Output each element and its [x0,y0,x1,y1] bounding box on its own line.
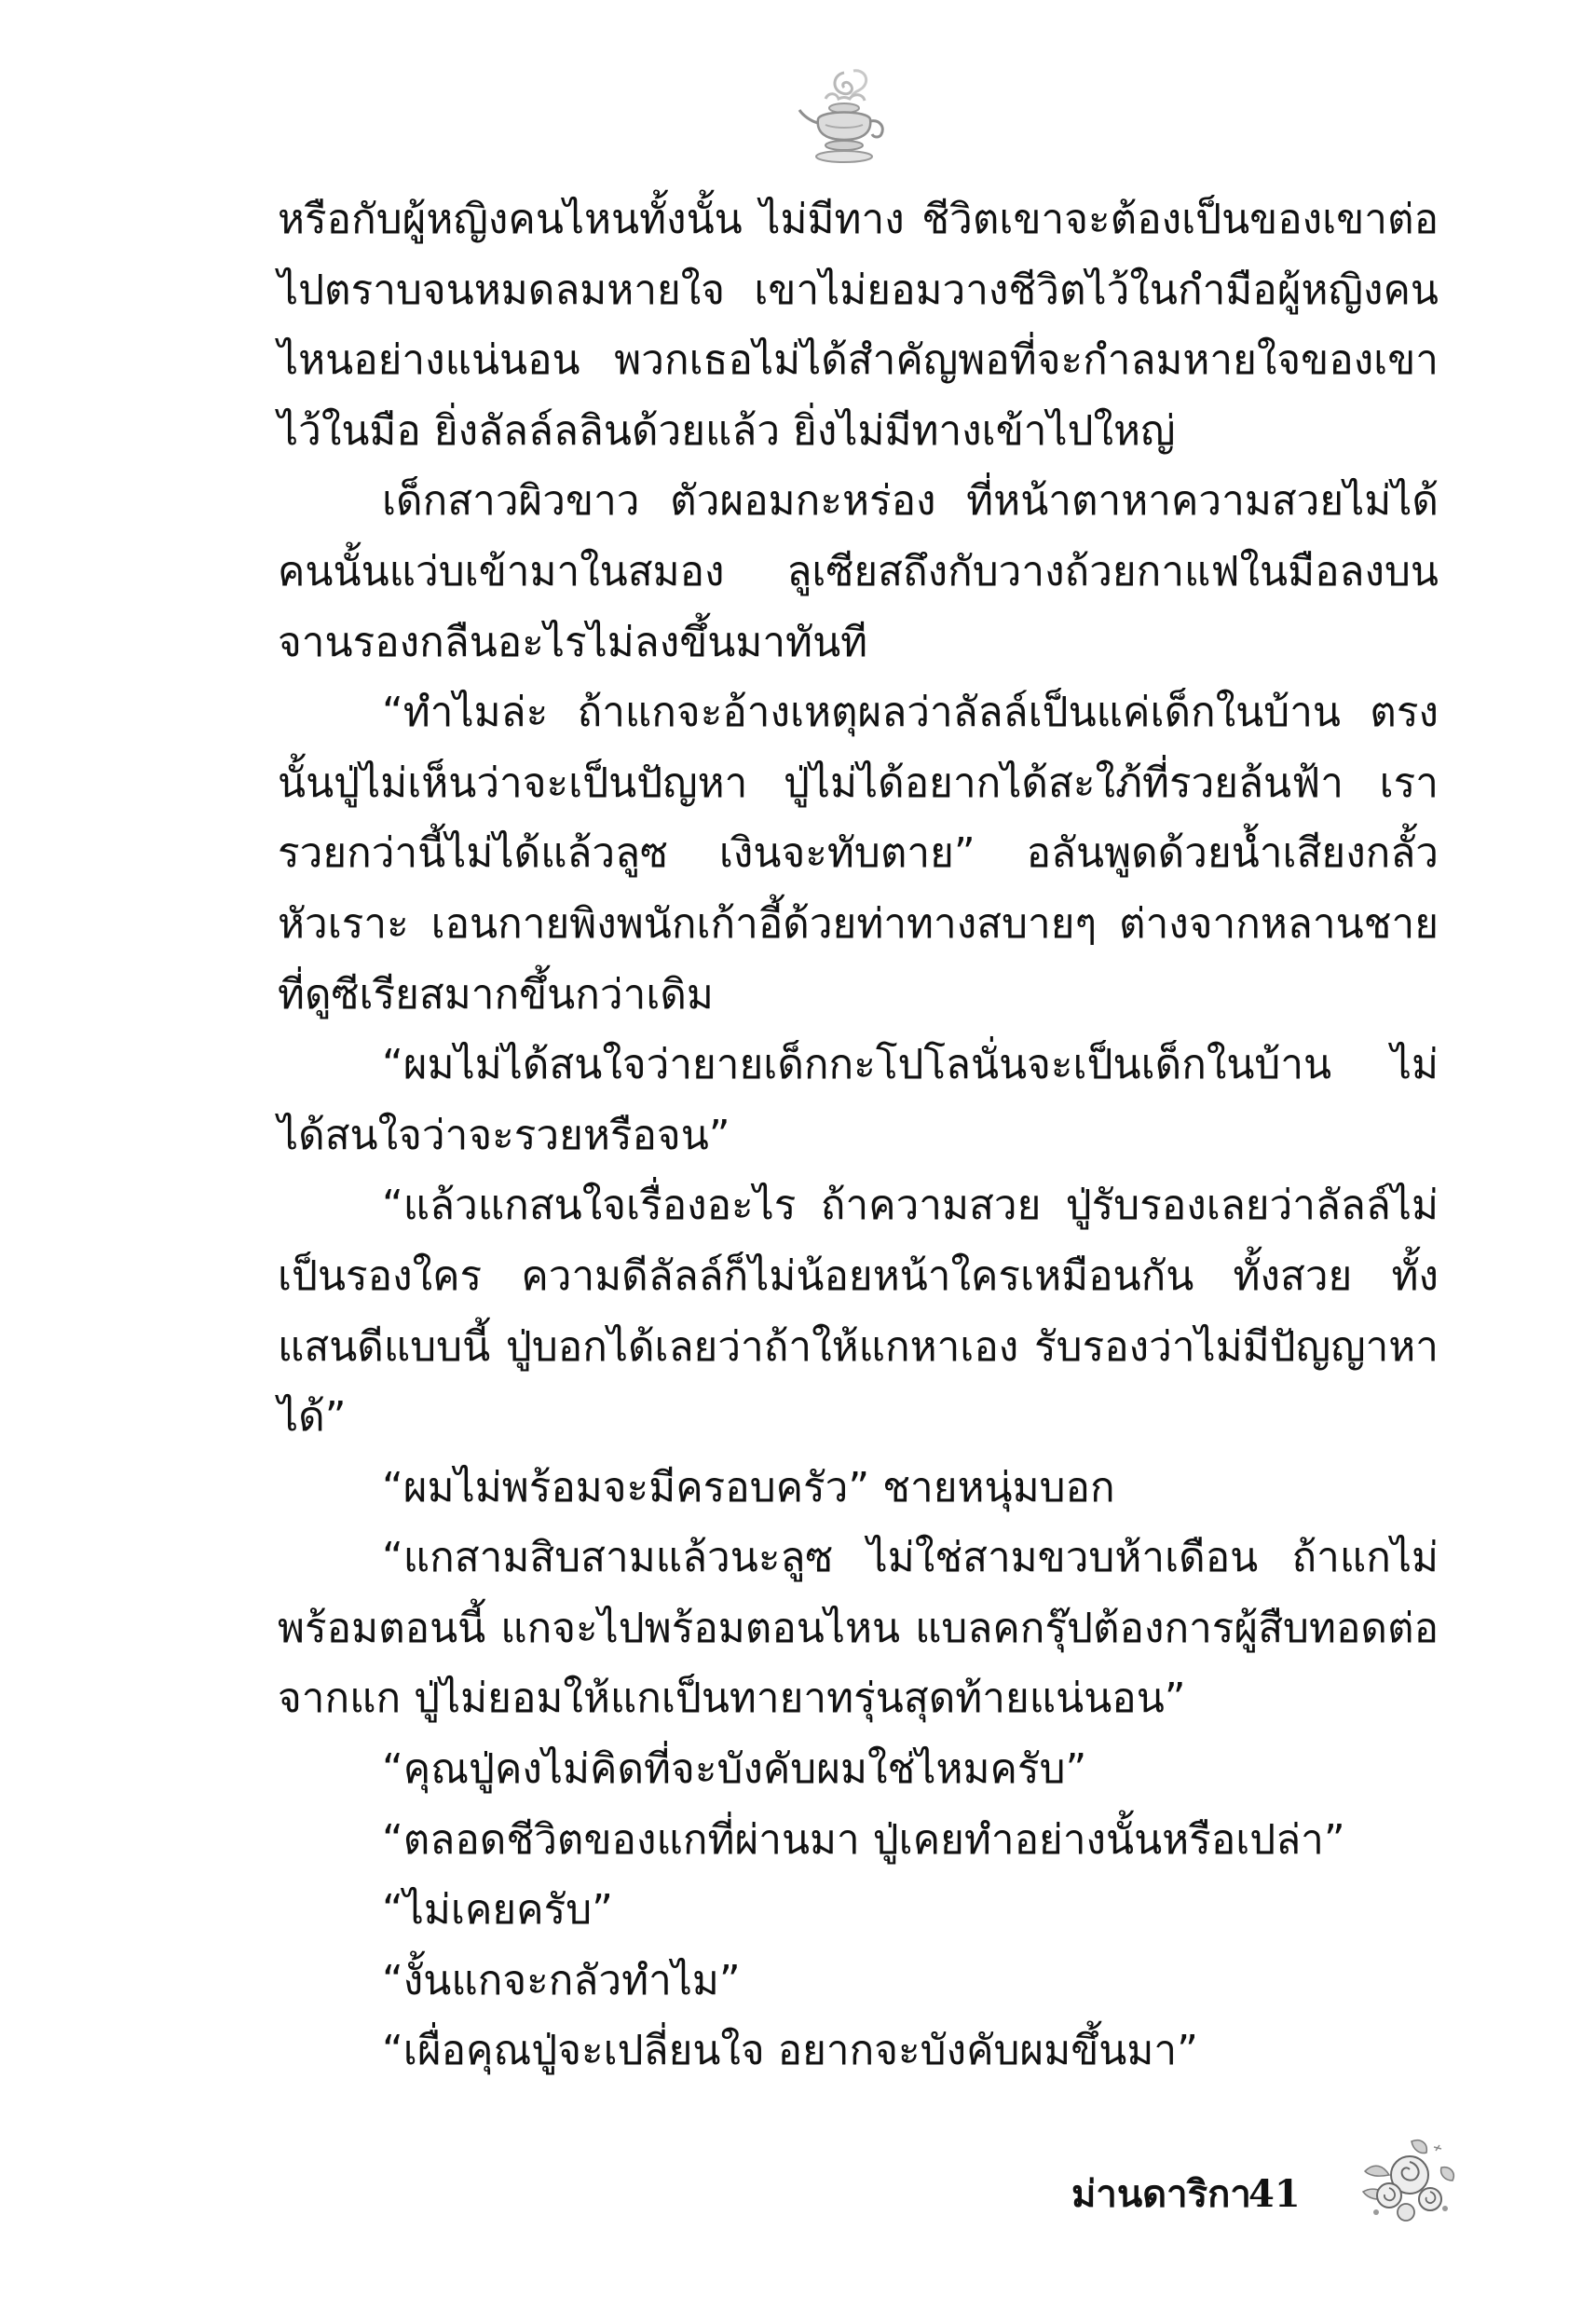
rose-flower-icon [1356,2134,1458,2227]
header-lamp-ornament [798,65,891,168]
paragraph-4: “ผมไม่ได้สนใจว่ายายเด็กกะโปโลนั่นจะเป็นเด็กในบ้าน ไม่ได้สนใจว่าจะรวยหรือจน” [278,1041,1439,1159]
page-number: 41 [1248,2172,1301,2216]
book-title: ม่านดาริกา [1071,2172,1251,2216]
paragraph-11: “งั้นแกจะกลัวทำไม” [382,1956,741,2004]
paragraph-2: เด็กสาวผิวขาว ตัวผอมกะหร่อง ที่หน้าตาหาความสวยไม่ได้คนนั้นแว่บเข้ามาในสมอง ลูเซียสถึงกับวางถ้วยกาแฟในมือลงบนจานรองกลืนอะไรไม่ลงขึ้นมาทันที [278,477,1439,666]
paragraph-5: “แล้วแกสนใจเรื่องอะไร ถ้าความสวย ปู่รับรองเลยว่าลัลล์ไม่เป็นรองใคร ความดีลัลล์ก็ไม่น้อยหน้าใครเหมือนกัน ทั้งสวย ทั้งแสนดีแบบนี้ ปู่บอกได้เลยว่าถ้าให้แกหาเอง รับรองว่าไม่มีปัญญาหาได้” [278,1182,1439,1442]
paragraph-9: “ตลอดชีวิตของแกที่ผ่านมา ปู่เคยทำอย่างนั้นหรือเปล่า” [382,1815,1345,1864]
page-footer [0,2134,1596,2246]
paragraph-6: “ผมไม่พร้อมจะมีครอบครัว” ชายหนุ่มบอก [382,1463,1115,1511]
paragraph-8: “คุณปู่คงไม่คิดที่จะบังคับผมใช่ไหมครับ” [382,1745,1087,1794]
paragraph-12: “เผื่อคุณปู่จะเปลี่ยนใจ อยากจะบังคับผมขึ้นมา” [382,2027,1198,2075]
footer-flower-ornament [1356,2134,1458,2227]
story-text-body [278,185,1439,2086]
paragraph-1: หรือกับผู้หญิงคนไหนทั้งนั้น ไม่มีทาง ชีวิตเขาจะต้องเป็นของเขาต่อไปตราบจนหมดลมหายใจ เขาไม่ยอมวางชีวิตไว้ในกำมือผู้หญิงคนไหนอย่างแน่นอน พวกเธอไม่ได้สำคัญพอที่จะกำลมหายใจของเขาไว้ในมือ ยิ่งลัลล์ลลินด้วยแล้ว ยิ่งไม่มีทางเข้าไปใหญ่ [278,196,1439,455]
teapot-lamp-icon [798,65,891,168]
paragraph-10: “ไม่เคยครับ” [382,1886,613,1935]
paragraph-3: “ทำไมล่ะ ถ้าแกจะอ้างเหตุผลว่าลัลล์เป็นแค่เด็กในบ้าน ตรงนั้นปู่ไม่เห็นว่าจะเป็นปัญหา ปู่ไม่ได้อยากได้สะใภ้ที่รวยล้นฟ้า เรารวยกว่านี้ไม่ได้แล้วลูซ เงินจะทับตาย” อลันพูดด้วยน้ำเสียงกลั้วหัวเราะ เอนกายพิงพนักเก้าอี้ด้วยท่าทางสบายๆ ต่างจากหลานชายที่ดูซีเรียสมากขึ้นกว่าเดิม [278,689,1439,1019]
paragraph-7: “แกสามสิบสามแล้วนะลูซ ไม่ใช่สามขวบห้าเดือน ถ้าแกไม่พร้อมตอนนี้ แกจะไปพร้อมตอนไหน แบลคกรุ๊ปต้องการผู้สืบทอดต่อจากแก ปู่ไม่ยอมให้แกเป็นทายาทรุ่นสุดท้ายแน่นอน” [278,1534,1439,1723]
